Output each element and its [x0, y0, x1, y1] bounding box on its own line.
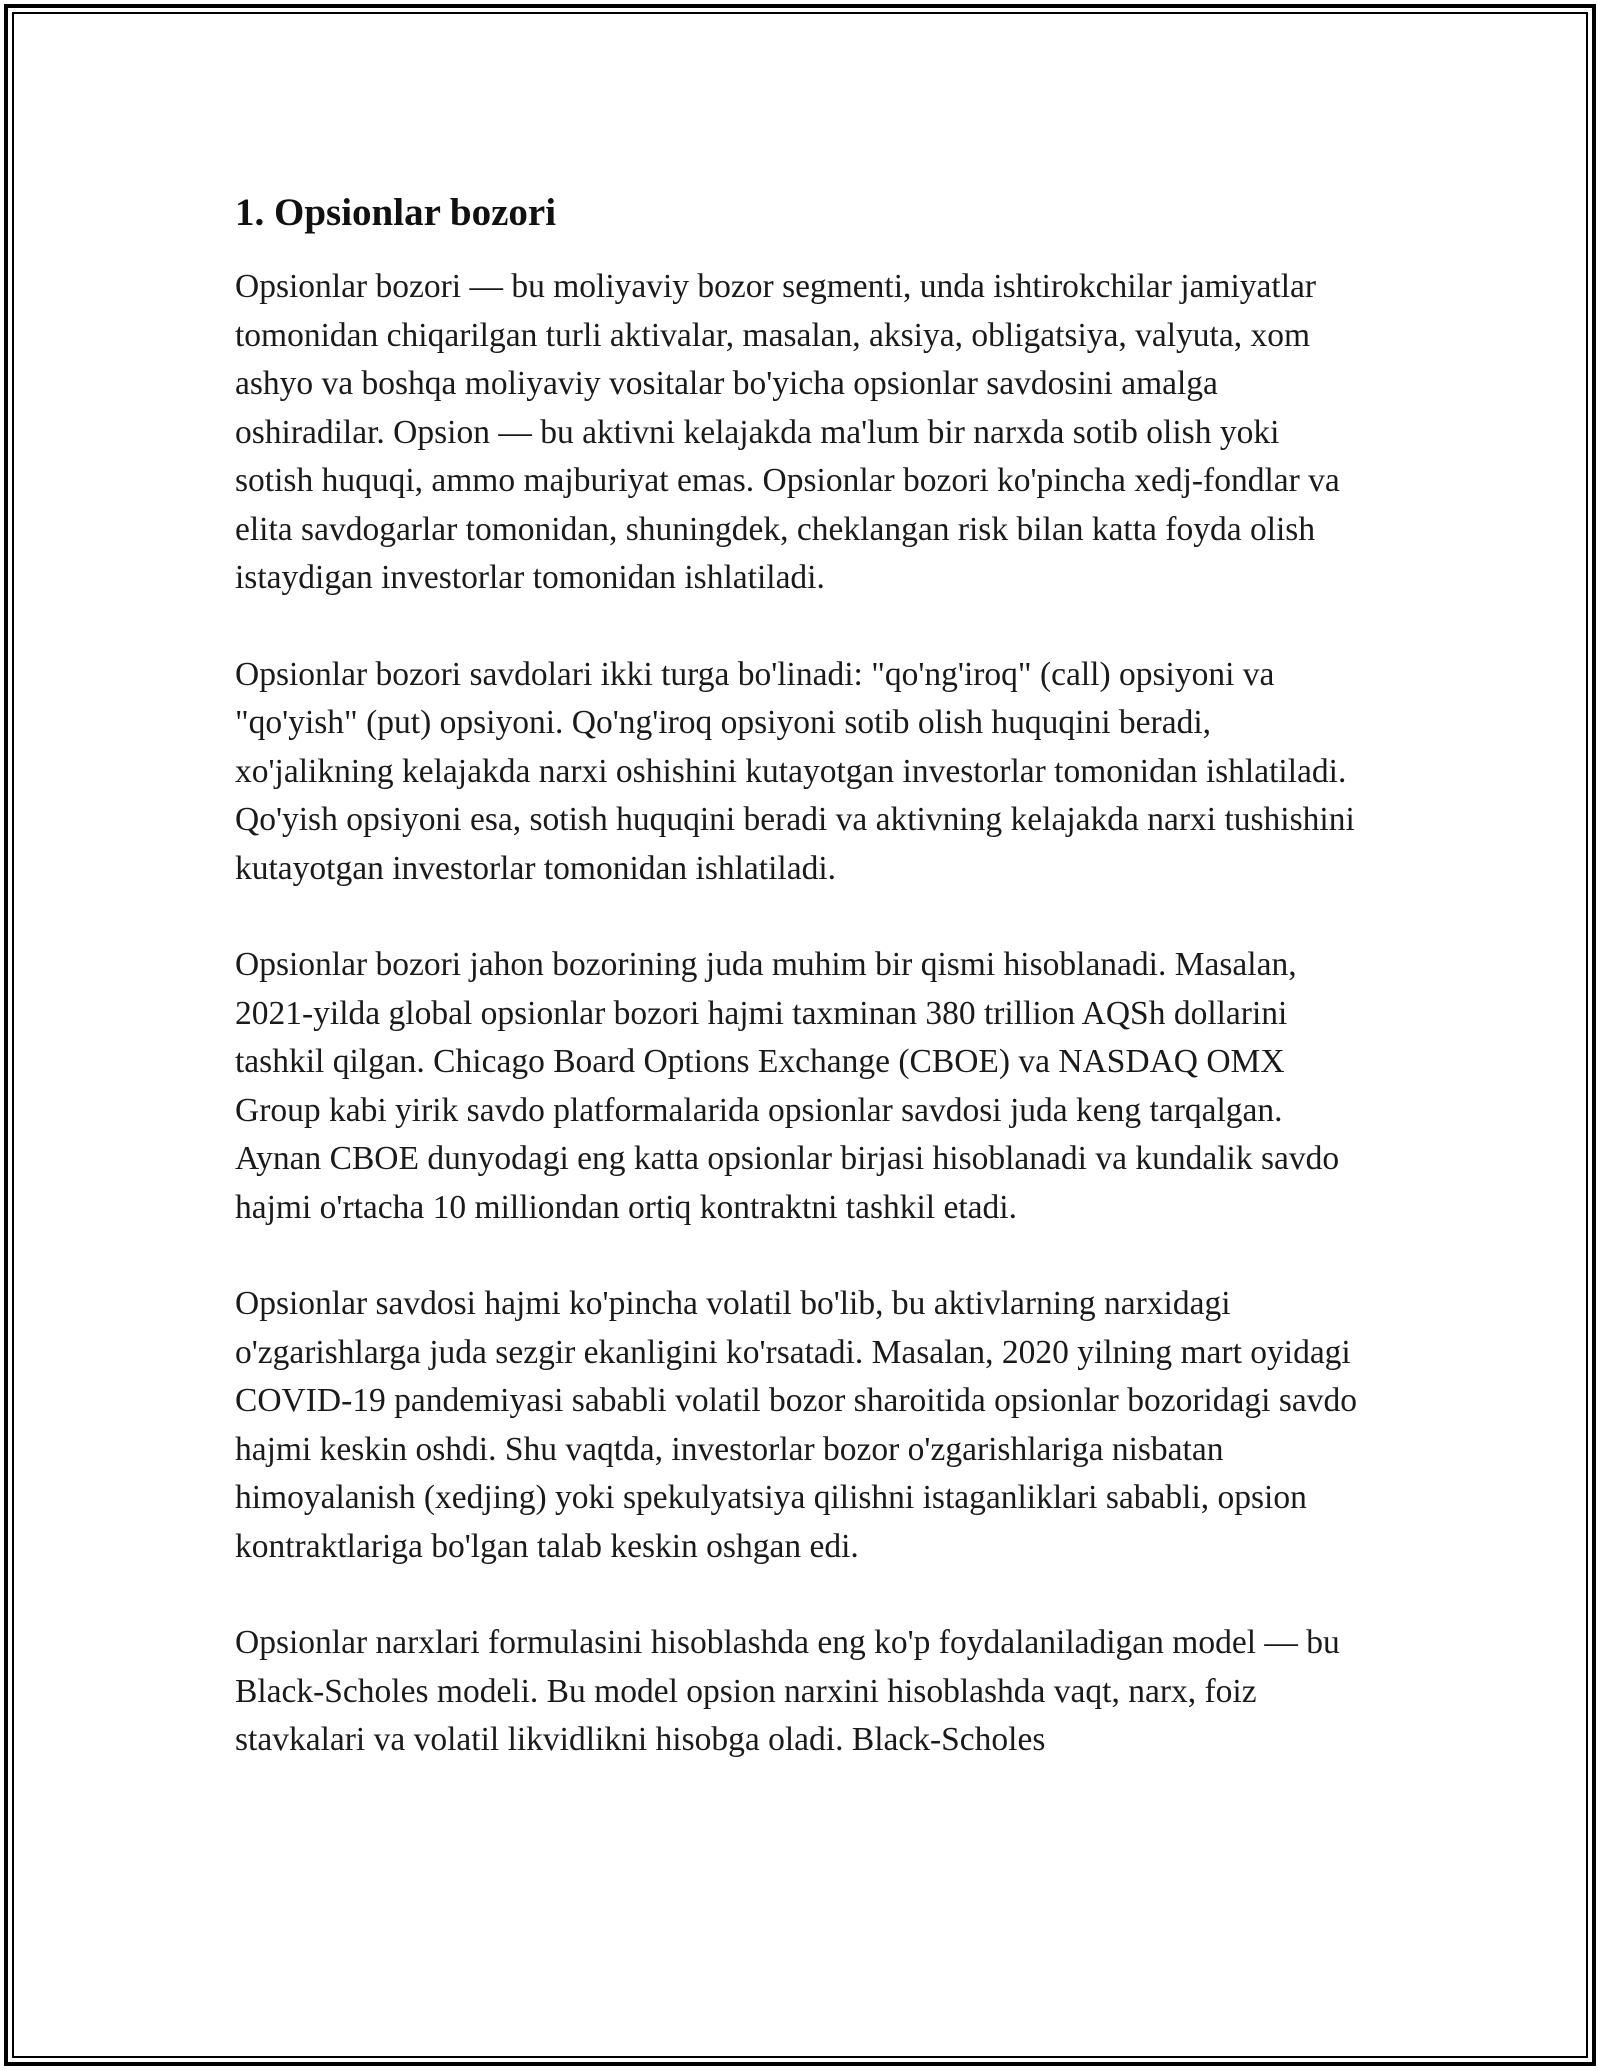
paragraph-1: Opsionlar bozori — bu moliyaviy bozor segmenti, unda ishtirokchilar jamiyatlar tomonidan chiqarilgan turli aktivalar, masalan, aksiya, obligatsiya, valyuta, xom ashyo va boshqa moliyaviy vositalar bo'yicha opsionlar savdosini amalga oshiradilar. Opsion — bu aktivni kelajakda ma'lum bir narxda sotib olish yoki sotish huquqi, ammo majburiyat emas. Opsionlar bozori ko'pincha xedj-fondlar va elita savdogarlar tomonidan, shuningdek, cheklangan risk bilan katta foyda olish istaydigan investorlar tomonidan ishlatiladi. — [235, 268, 1340, 596]
paragraph-4: Opsionlar savdosi hajmi ko'pincha volatil bo'lib, bu aktivlarning narxidagi o'zgarishlarga juda sezgir ekanligini ko'rsatadi. Masalan, 2020 yilning mart oyidagi COVID-19 pandemiyasi sababli volatil bozor sharoitida opsionlar bozoridagi savdo hajmi keskin oshdi. Shu vaqtda, investorlar bozor o'zgarishlariga nisbatan himoyalanish (xedjing) yoki spekulyatsiya qilishni istaganliklari sababli, opsion kontraktlariga bo'lgan talab keskin oshgan edi. — [235, 1285, 1358, 1565]
paragraph-2: Opsionlar bozori savdolari ikki turga bo'linadi: "qo'ng'iroq" (call) opsiyoni va "qo'yish" (put) opsiyoni. Qo'ng'iroq opsiyoni sotib olish huquqini beradi, xo'jalikning kelajakda narxi oshishini kutayotgan investorlar tomonidan ishlatiladi. Qo'yish opsiyoni esa, sotish huquqini beradi va aktivning kelajakda narxi tushishini kutayotgan investorlar tomonidan ishlatiladi. — [235, 655, 1355, 887]
document-body — [235, 185, 1365, 1813]
paragraph-5: Opsionlar narxlari formulasini hisoblashda eng ko'p foydalaniladigan model — bu Black-Scholes modeli. Bu model opsion narxini hisoblashda vaqt, narx, foiz stavkalari va volatil likvidlikni hisobga oladi. Black-Scholes — [235, 1624, 1340, 1758]
section-heading: 1. Opsionlar bozori — [235, 191, 557, 234]
paragraph-3: Opsionlar bozori jahon bozorining juda muhim bir qismi hisoblanadi. Masalan, 2021-yilda global opsionlar bozori hajmi taxminan 380 trillion AQSh dollarini tashkil qilgan. Chicago Board Options Exchange (CBOE) va NASDAQ OMX Group kabi yirik savdo platformalarida opsionlar savdosi juda keng tarqalgan. Aynan CBOE dunyodagi eng katta opsionlar birjasi hisoblanadi va kundalik savdo hajmi o'rtacha 10 milliondan ortiq kontraktni tashkil etadi. — [235, 946, 1340, 1226]
